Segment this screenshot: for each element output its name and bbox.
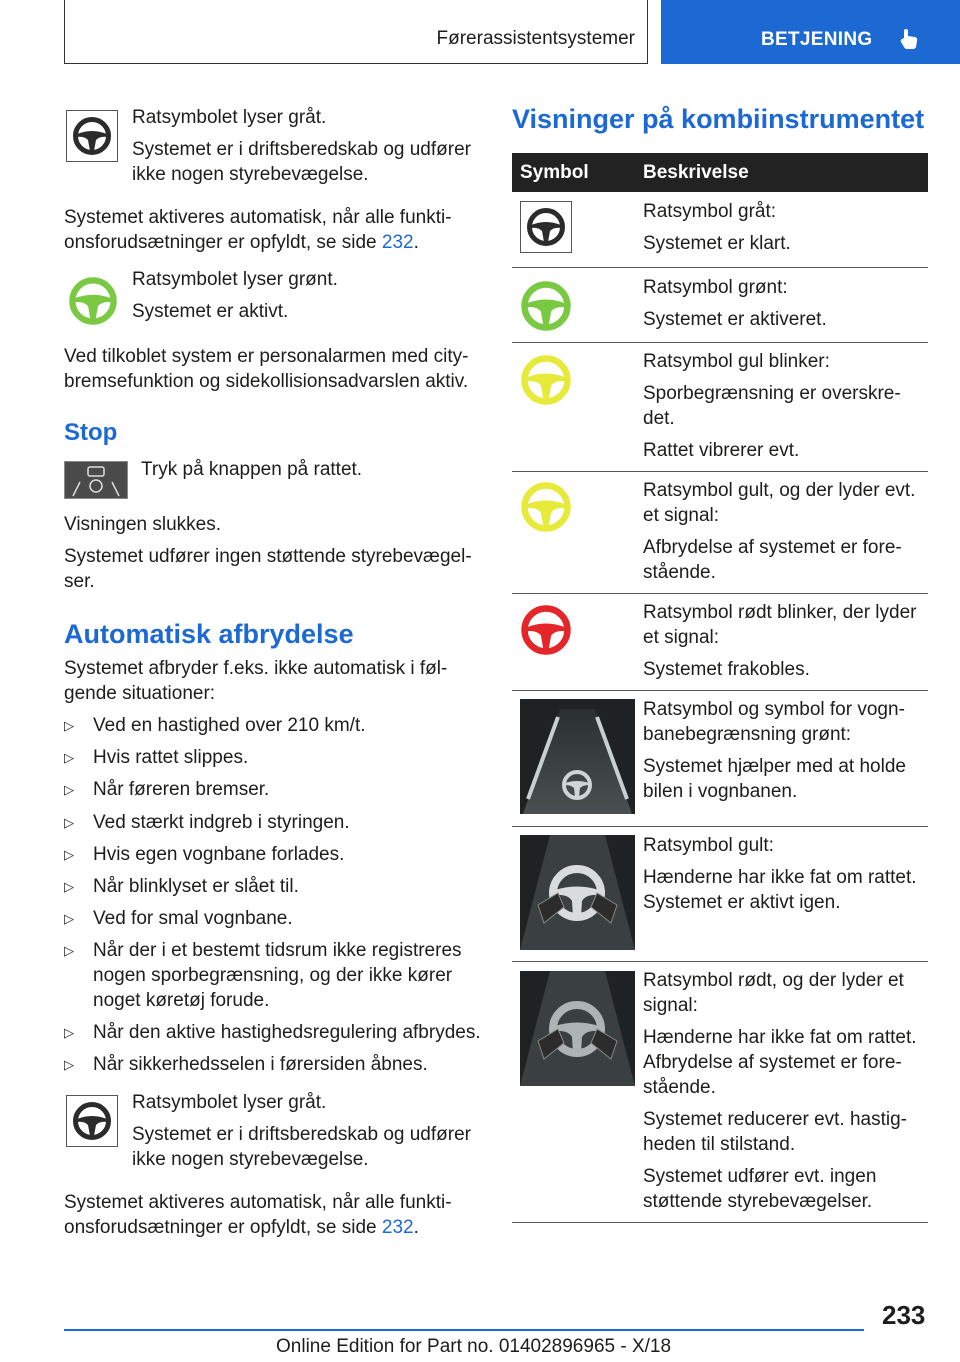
hands-on-wheel-red-icon [520,971,635,1086]
page-number: 233 [882,1300,926,1330]
header-chapter-tab[interactable] [661,0,960,64]
col-symbol-header: Symbol [520,162,589,183]
row-divider [512,826,928,827]
bullet-triangle-icon: ▷ [64,879,74,894]
gray-status-line: Ratsymbolet lyser gråt. [132,107,327,128]
bullet-triangle-icon: ▷ [64,815,74,830]
row-divider [512,593,928,594]
bullet-text: Hvis egen vognbane forlades. [93,844,345,865]
no-support-text: Systemet udfører ingen støttende styrebevægelser. [64,546,472,592]
bullet-text: Når der i et bestemt tidsrum ikke registreres nogen sporbegrænsning, og der ikke kører noget køretøj forude. [93,940,462,1011]
description-line: Ratsymbol gult: [643,835,774,856]
gray-status-desc-2: Systemet er i driftsberedskab og udfører ikke nogen styrebevægelse. [132,1124,471,1170]
gray-status-line-2: Ratsymbolet lyser gråt. [132,1092,327,1113]
lane-assist-button-icon [64,461,128,499]
hands-on-wheel-yellow-icon [520,835,635,950]
steering-wheel-gray-icon [520,201,572,253]
row-divider [512,690,928,691]
symbol-description-cell [643,275,925,339]
steering-wheel-gray-icon-2 [66,1095,118,1147]
auto-cancel-heading: Automatisk afbrydelse [64,619,354,649]
description-line: Ratsymbol gul blinker: [643,351,830,372]
bullet-triangle-icon: ▷ [64,1057,74,1072]
description-line: Rattet vibrerer evt. [643,440,800,461]
description-line: Ratsymbol gult, og der lyder evt. et signal: [643,480,916,526]
steering-wheel-gray-icon [66,110,118,162]
steering-wheel-yellow-icon [520,481,572,538]
activation-text-2: Systemet aktiveres automatisk, når alle funktionsforudsætninger er opfyldt, se side [64,1192,452,1238]
bullet-text: Når den aktive hastighedsregulering afbrydes. [93,1022,481,1043]
green-status-line: Ratsymbolet lyser grønt. [132,269,338,290]
bullet-triangle-icon: ▷ [64,943,74,958]
header-section-title: Førerassistentsystemer [436,28,635,49]
description-line: Hænderne har ikke fat om rattet. Systemet er aktivt igen. [643,867,917,913]
bullet-text: Når sikkerhedsselen i førersiden åbnes. [93,1054,428,1075]
description-line: Systemet hjælper med at holde bilen i vognbanen. [643,756,906,802]
bullet-triangle-icon: ▷ [64,847,74,862]
row-divider [512,1222,928,1223]
symbol-description-cell [643,600,925,689]
activation-paragraph: Systemet aktiveres automatisk, når alle funktionsforudsætninger er opfyldt, se side 232. [64,207,452,253]
stop-heading: Stop [64,419,118,446]
description-line: Systemet udfører evt. ingen støttende styrebevægelser. [643,1166,877,1212]
personal-alarm-paragraph: Ved tilkoblet system er personalarmen med citybremsefunktion og sidekollisionsadvarslen aktiv. [64,346,469,392]
steering-wheel-yellow-icon [520,354,572,411]
stop-instruction: Tryk på knappen på rattet. [141,459,363,480]
steering-wheel-red-icon [520,604,572,661]
description-line: Sporbegrænsning er overskredet. [643,383,901,429]
symbol-description-cell [643,478,925,592]
activation-paragraph-2: Systemet aktiveres automatisk, når alle funktionsforudsætninger er opfyldt, se side 232. [64,1192,452,1238]
symbol-description-cell [643,199,925,263]
bullet-text: Hvis rattet slippes. [93,747,249,768]
row-divider [512,961,928,962]
row-divider [512,342,928,343]
symbol-description-cell [643,968,925,1221]
auto-cancel-intro: Systemet afbryder f.eks. ikke automatisk i følgende situationer: [64,658,448,704]
bullet-text: Ved stærkt indgreb i styringen. [93,812,350,833]
page-link-232-2[interactable]: 232 [381,1217,414,1238]
display-off-text: Visningen slukkes. [64,514,222,535]
footer-rule [64,1329,864,1331]
lane-display-green-icon [520,699,635,814]
bullet-triangle-icon: ▷ [64,718,74,733]
description-line: Systemet reducerer evt. hastigheden til stilstand. [643,1109,907,1155]
description-line: Systemet frakobles. [643,659,810,680]
header-section-box [64,0,648,64]
symbol-description-cell [643,697,925,811]
description-line: Ratsymbol gråt: [643,201,777,222]
description-line: Systemet er klart. [643,233,791,254]
page-link-232[interactable]: 232 [381,232,414,253]
bullet-triangle-icon: ▷ [64,1025,74,1040]
footer-edition: Online Edition for Part no. 01402896965 - X/18 [276,1336,672,1357]
description-line: Ratsymbol rødt blinker, der lyder et signal: [643,602,917,648]
symbol-description-cell [643,349,925,470]
description-line: Afbrydelse af systemet er forestående. [643,537,902,583]
description-line: Ratsymbol og symbol for vognbanebegrænsning grønt: [643,699,905,745]
hand-pointer-icon [897,27,921,51]
bullet-text: Ved en hastighed over 210 km/t. [93,715,366,736]
bullet-text: Når blinklyset er slået til. [93,876,299,897]
bullet-triangle-icon: ▷ [64,782,74,797]
bullet-text: Når føreren bremser. [93,779,270,800]
description-line: Ratsymbol rødt, og der lyder et signal: [643,970,904,1016]
description-line: Systemet er aktiveret. [643,309,827,330]
header-chapter-label: BETJENING [761,29,873,50]
description-line: Hænderne har ikke fat om rattet. Afbrydelse af systemet er forestående. [643,1027,917,1098]
displays-heading: Visninger på kombiinstrumentet [512,104,925,134]
gray-status-desc: Systemet er i driftsberedskab og udfører ikke nogen styrebevægelse. [132,139,471,185]
col-description-header: Beskrivelse [643,162,749,183]
green-status-desc: Systemet er aktivt. [132,301,289,322]
activation-text: Systemet aktiveres automatisk, når alle funktionsforudsætninger er opfyldt, se side [64,207,452,253]
bullet-triangle-icon: ▷ [64,911,74,926]
steering-wheel-green-icon [520,280,572,337]
row-divider [512,267,928,268]
row-divider [512,471,928,472]
description-line: Ratsymbol grønt: [643,277,788,298]
symbol-description-cell [643,833,925,922]
bullet-triangle-icon: ▷ [64,750,74,765]
table-header [512,153,928,192]
bullet-text: Ved for smal vognbane. [93,908,293,929]
steering-wheel-green-icon [68,276,118,331]
